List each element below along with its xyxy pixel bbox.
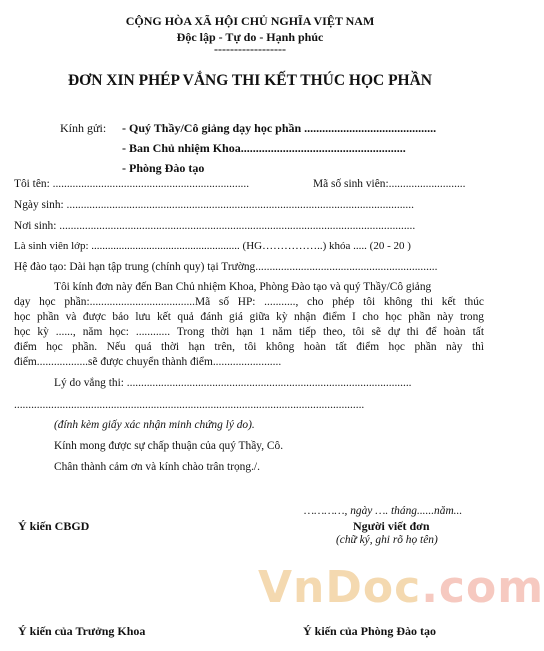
request-line-5: điểm học phần. Nếu quá thời hạn trên, tôi không hoàn tất điểm học phần này thì [14, 341, 484, 353]
date-line: …………, ngày …. tháng......năm... [304, 505, 463, 517]
reason-field: Lý do vắng thi: .................................................................................................... [54, 377, 412, 389]
addressee-teacher: - Quý Thầy/Cô giảng dạy học phần ............................................ [122, 121, 437, 135]
national-motto: Độc lập - Tự do - Hạnh phúc [176, 30, 324, 44]
addressee-faculty: - Ban Chủ nhiệm Khoa....................................................... [122, 141, 406, 155]
training-office-opinion: Ý kiến của Phòng Đào tạo [303, 624, 437, 638]
country-name: CỘNG HÒA XÃ HỘI CHỦ NGHĨA VIỆT NAM [125, 14, 375, 28]
program-field: Hệ đào tạo: Dài hạn tập trung (chính quy) tại Trường................................................................ [14, 261, 438, 273]
dean-opinion: Ý kiến của Trưởng Khoa [18, 624, 146, 638]
vndoc-watermark: VnDoc.com [258, 562, 544, 613]
form-title: ĐƠN XIN PHÉP VẮNG THI KẾT THÚC HỌC PHẦN [67, 72, 432, 89]
request-line-2: dạy học phần:.....................................Mã số HP: ..........., cho phép tôi không thi kết thúc [14, 296, 484, 308]
writer-label: Người viết đơn [353, 519, 430, 533]
closing-thanks: Chân thành cảm ơn và kính chào trân trọng./. [54, 461, 260, 473]
header-rule: ------------------ [214, 42, 286, 56]
addressee-office: - Phòng Đào tạo [122, 161, 205, 175]
advisor-opinion: Ý kiến CBGD [18, 519, 90, 533]
request-line-6: điểm..................sẽ được chuyển thành điểm........................ [14, 356, 282, 368]
request-line-4: học kỳ ......, năm học: ............ Trong thời hạn 1 năm tiếp theo, tôi sẽ dự thi để hoàn tất [14, 326, 484, 338]
dob-field: Ngày sinh: .......................................................................................................................... [14, 199, 414, 211]
class-field: Là sinh viên lớp: ...................................................... (HG……………..) khóa ..... (20 - 20 ) [14, 240, 411, 252]
birthplace-field: Nơi sinh: ............................................................................................................................. [14, 220, 416, 232]
writer-signature-note: (chữ ký, ghi rõ họ tên) [336, 534, 438, 546]
reason-continuation: ........................................................................................................................... [14, 399, 365, 411]
approval-request: Kính mong được sự chấp thuận của quý Thầy, Cô. [54, 440, 284, 452]
name-field: Tôi tên: ..................................................................... [14, 178, 250, 190]
addressee-label: Kính gửi: [60, 121, 107, 135]
attachment-note: (đính kèm giấy xác nhận minh chứng lý do). [54, 419, 255, 431]
student-id-field: Mã số sinh viên:........................... [313, 178, 466, 190]
request-line-1: Tôi kính đơn này đến Ban Chủ nhiệm Khoa, Phòng Đào tạo và quý Thầy/Cô giảng [54, 281, 432, 293]
request-line-3: học phần và được bảo lưu kết quả đánh giá giữa kỳ nhận điểm I cho học phần này trong [14, 311, 484, 323]
